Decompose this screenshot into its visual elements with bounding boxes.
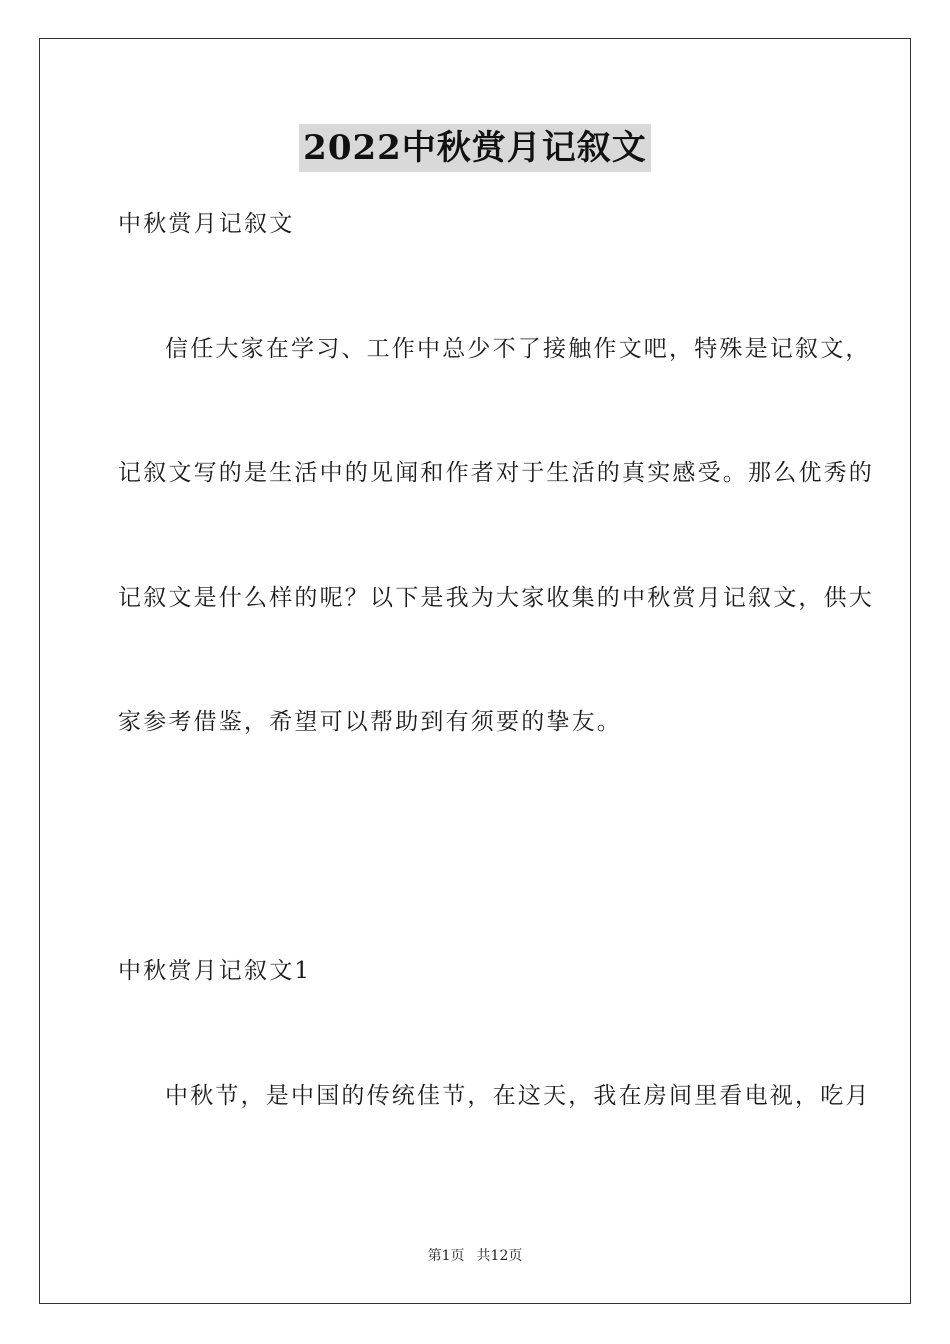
paragraph-line: 家参考借鉴，希望可以帮助到有须要的挚友。 [118, 709, 622, 735]
document-title [0, 124, 950, 172]
paragraph-line: 记叙文是什么样的呢？以下是我为大家收集的中秋赏月记叙文，供大 [118, 585, 874, 611]
page-total: 共12页 [476, 1248, 523, 1264]
paragraph-line: 记叙文写的是生活中的见闻和作者对于生活的真实感受。那么优秀的 [118, 460, 874, 486]
subtitle: 中秋赏月记叙文 [118, 211, 295, 237]
section-heading: 中秋赏月记叙文1 [118, 958, 312, 984]
document-title-text: 2022中秋赏月记叙文 [299, 124, 651, 172]
page-footer [0, 1246, 950, 1266]
page-number: 第1页 [427, 1248, 465, 1264]
paragraph-line: 中秋节，是中国的传统佳节，在这天，我在房间里看电视，吃月 [165, 1083, 871, 1109]
paragraph-line: 信任大家在学习、工作中总少不了接触作文吧，特殊是记叙文， [165, 336, 871, 362]
